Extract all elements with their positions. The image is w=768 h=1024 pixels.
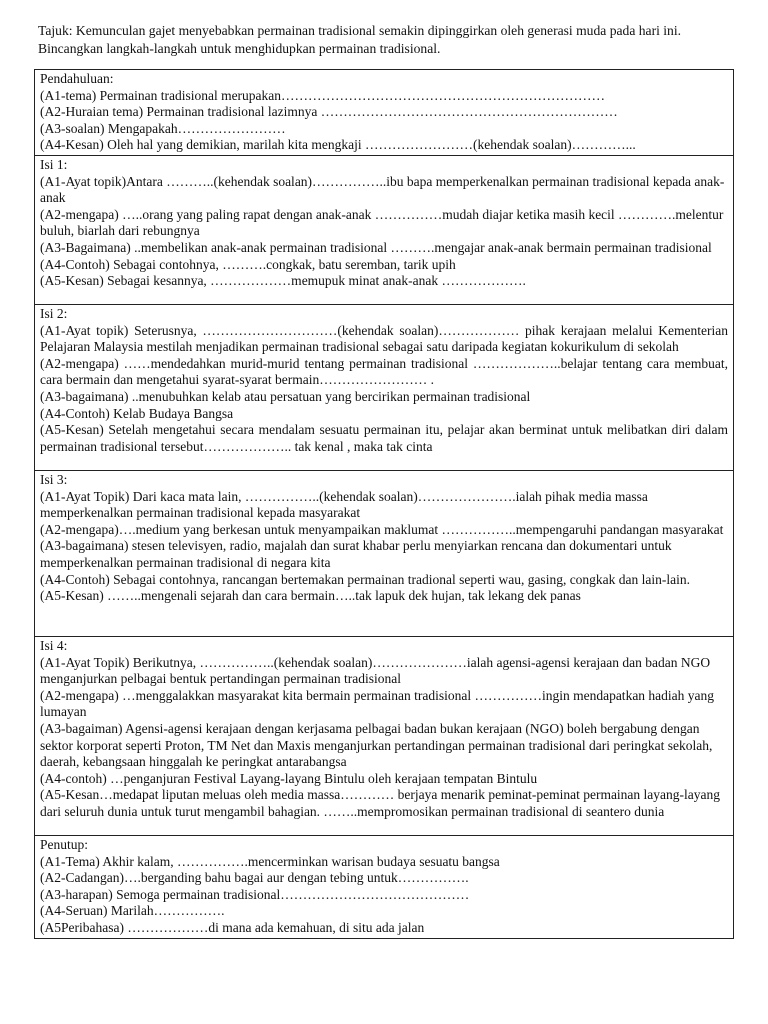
section-row-isi-1	[35, 155, 734, 304]
outline-line: (A4-Contoh) Sebagai contohnya, rancangan bertemakan permainan tradional seperti wau, gasing, congkak dan lain-lain.	[40, 571, 691, 587]
outline-line: (A3-bagaimana) ..menubuhkan kelab atau persatuan yang bercirikan permainan tradisional	[40, 388, 531, 404]
outline-line: (A4-Kesan) Oleh hal yang demikian, marilah kita mengkaji ……………………(kehendak soalan)…………...	[40, 137, 636, 153]
section-heading: Isi 3:	[40, 471, 68, 487]
outline-line: (A1-Ayat topik) Seterusnya, …………………………(kehendak soalan)……………… pihak kerajaan melalui Kementerian Pelajaran Malaysia mestilah menjadikan permainan tradisional sebagai satu daripada kegiatan kokurikulum di sekolah	[40, 322, 728, 355]
section-cell-isi-4	[35, 636, 734, 835]
outline-line: (A4-Contoh) Kelab Budaya Bangsa	[40, 405, 234, 421]
outline-line: (A5-Kesan…medapat liputan meluas oleh media massa………… berjaya menarik peminat-peminat permainan layang-layang dari seluruh dunia untuk turut mengambil bahagian. ……..mempromosikan permainan tradisional di seantero dunia	[40, 787, 721, 819]
outline-line: (A3-bagaimana) stesen televisyen, radio, majalah dan surat khabar perlu menyiarkan rencana dan dokumentari untuk memperkenalkan permainan tradisional di negara kita	[40, 538, 672, 570]
outline-line: (A5-Kesan) ……..mengenali sejarah dan cara bermain…..tak lapuk dek hujan, tak lekang dek panas	[40, 588, 581, 604]
outline-line: (A3-soalan) Mengapakah……………………	[40, 120, 286, 136]
outline-line: (A3-Bagaimana) ..membelikan anak-anak permainan tradisional ……….mengajar anak-anak bermain permainan tradisional	[40, 239, 712, 255]
outline-line: (A3-bagaiman) Agensi-agensi kerajaan dengan kerjasama pelbagai badan bukan kerajaan (NGO) boleh bergabung dengan sektor korporat seperti Proton, TM Net dan Maxis menganjurkan pertandingan permainan tradisional dari peringkat sekolah, daerah, kebangsaan hinggalah ke peringkat antarabangsa	[40, 720, 713, 770]
outline-line: (A1-Ayat Topik) Dari kaca mata lain, ……………..(kehendak soalan)………………….ialah pihak media massa memperkenalkan permainan tradisional kepada masyarakat	[40, 488, 648, 521]
outline-line: (A4-Seruan) Marilah…………….	[40, 903, 225, 919]
outline-line: (A5Peribahasa) ………………di mana ada kemahuan, di situ ada jalan	[40, 919, 425, 935]
outline-line: (A3-harapan) Semoga permainan tradisional……………………………………	[40, 886, 470, 902]
section-cell-isi-2	[35, 304, 734, 470]
outline-line: (A2-mengapa) ……mendedahkan murid-murid tentang permainan tradisional ………………..belajar tentang cara membuat, cara bermain dan mengetahui syarat-syarat bermain…………………… .	[40, 355, 728, 388]
outline-line: (A4-Contoh) Sebagai contohnya, ……….congkak, batu seremban, tarik upih	[40, 256, 456, 272]
section-heading: Isi 1:	[40, 156, 68, 172]
section-row-pendahuluan	[35, 70, 734, 156]
outline-line: (A2-Huraian tema) Permainan tradisional lazimnya …………………………………………………………	[40, 104, 618, 120]
section-row-isi-3	[35, 470, 734, 636]
outline-line: (A5-Kesan) Setelah mengetahui secara mendalam sesuatu permainan itu, pelajar akan berminat untuk melibatkan diri dalam permainan tradisional tersebut……………….. tak kenal , maka tak cinta	[40, 422, 728, 454]
outline-line: (A2-Cadangan)….berganding bahu bagai aur dengan tebing untuk…………….	[40, 870, 469, 886]
section-row-isi-4	[35, 636, 734, 835]
outline-line: (A1-Tema) Akhir kalam, …………….mencerminkan warisan budaya sesuatu bangsa	[40, 853, 500, 869]
outline-line: (A1-Ayat topik)Antara ………..(kehendak soalan)……………..ibu bapa memperkenalkan permainan tradisional kepada anak-anak	[40, 173, 725, 206]
section-cell-isi-1	[35, 155, 734, 304]
outline-line: (A1-tema) Permainan tradisional merupakan………………………………………………………………	[40, 87, 606, 103]
outline-line: (A1-Ayat Topik) Berikutnya, ……………..(kehendak soalan)…………………ialah agensi-agensi kerajaan dan badan NGO menganjurkan pelbagai bentuk pertandingan permainan tradisional	[40, 654, 711, 687]
section-row-isi-2	[35, 304, 734, 470]
section-heading: Pendahuluan:	[40, 71, 114, 86]
essay-outline-table	[34, 69, 734, 939]
outline-line: (A5-Kesan) Sebagai kesannya, ………………memupuk minat anak-anak ……………….	[40, 273, 526, 289]
outline-line: (A2-mengapa) …..orang yang paling rapat dengan anak-anak ……………mudah diajar ketika masih kecil ………….melentur buluh, biarlah dari rebungnya	[40, 206, 724, 239]
outline-line: (A2-mengapa) …menggalakkan masyarakat kita bermain permainan tradisional ……………ingin mendapatkan hadiah yang lumayan	[40, 687, 715, 720]
section-heading: Penutup:	[40, 836, 89, 852]
outline-line: (A2-mengapa)….medium yang berkesan untuk menyampaikan maklumat ……………..mempengaruhi pandangan masyarakat	[40, 521, 724, 537]
section-cell-pendahuluan	[35, 70, 734, 156]
essay-title: Tajuk: Kemunculan gajet menyebabkan permainan tradisional semakin dipinggirkan oleh generasi muda pada hari ini. Bincangkan langkah-langkah untuk menghidupkan permainan tradisional.	[38, 23, 682, 56]
outline-line: (A4-contoh) …penganjuran Festival Layang-layang Bintulu oleh kerajaan tempatan Bintulu	[40, 770, 538, 786]
section-heading: Isi 2:	[40, 305, 68, 321]
section-cell-isi-3	[35, 470, 734, 636]
section-heading: Isi 4:	[40, 637, 68, 653]
section-row-penutup	[35, 835, 734, 938]
section-cell-penutup	[35, 835, 734, 938]
